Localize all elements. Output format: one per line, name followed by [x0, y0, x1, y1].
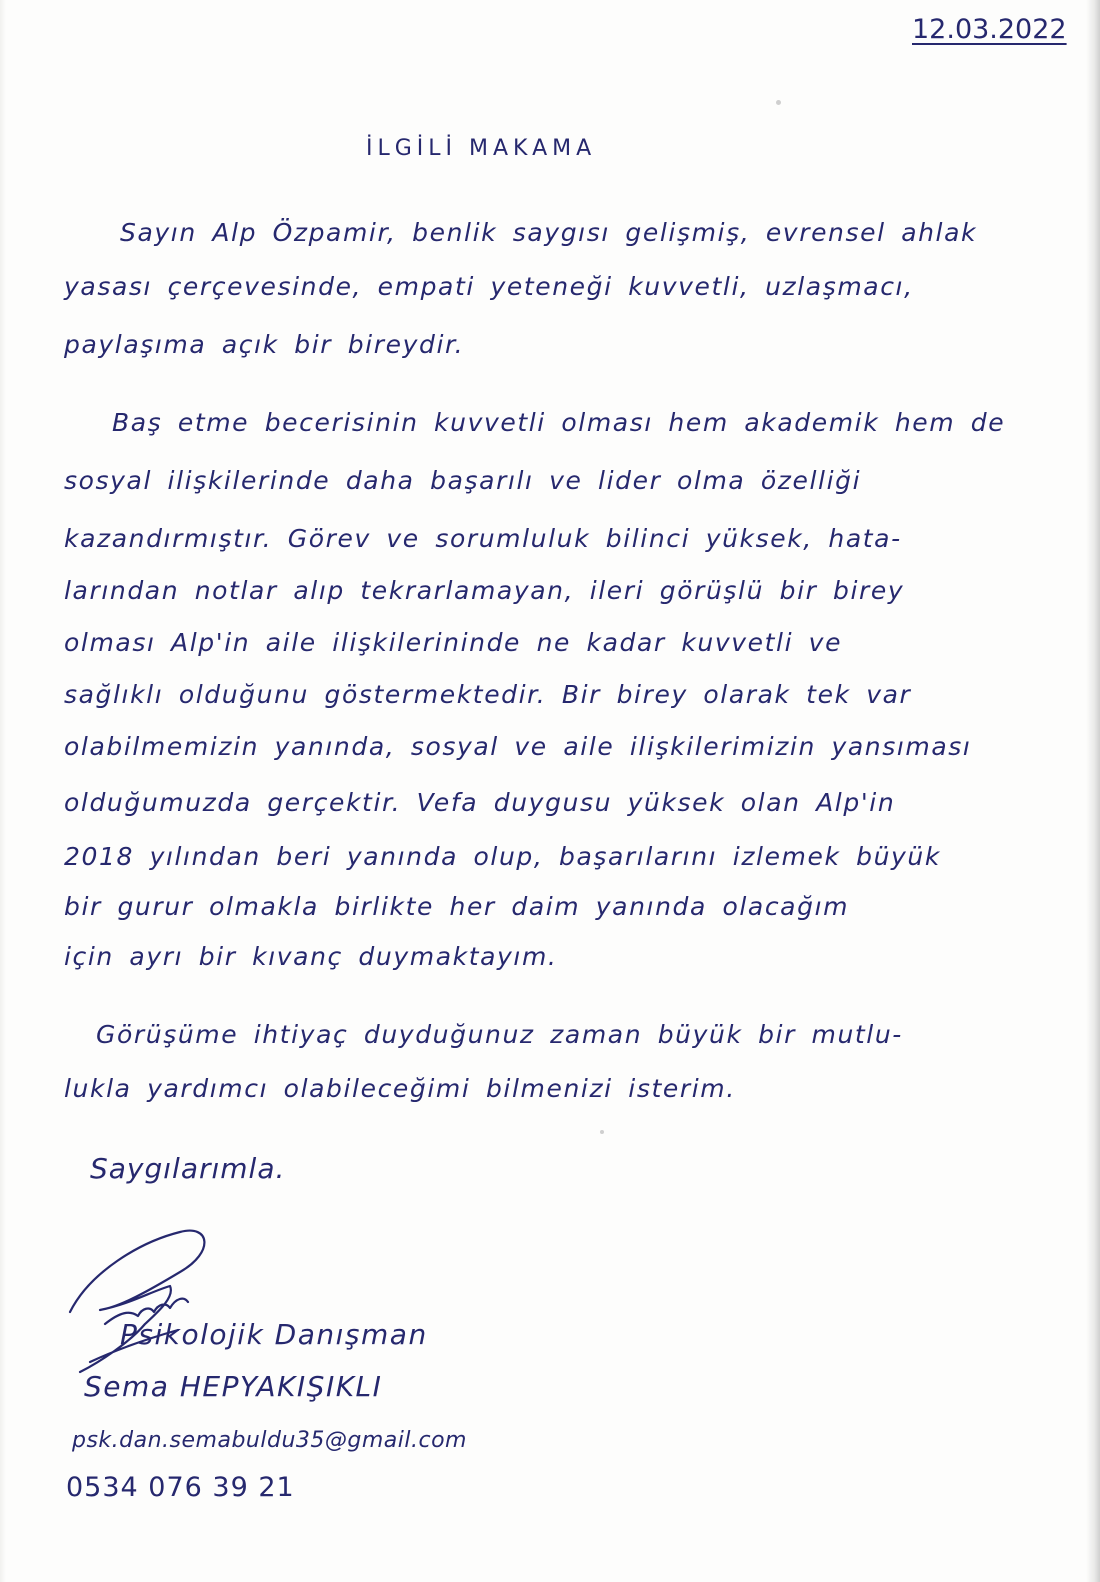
paragraph-3-line-2: lukla yardımcı olabileceğimi bilmenizi isterim.: [64, 1074, 736, 1103]
paragraph-2-line-10: bir gurur olmakla birlikte her daim yanında olacağım: [64, 892, 850, 921]
paper-left-edge-shadow: [0, 0, 6, 1582]
paragraph-2-line-1: Baş etme becerisinin kuvvetli olması hem akademik hem de: [112, 408, 1006, 437]
handwritten-signature: [60, 1212, 230, 1382]
contact-phone: 0534 076 39 21: [66, 1472, 295, 1503]
paragraph-2-line-3: kazandırmıştır. Görev ve sorumluluk bilinci yüksek, hata-: [64, 524, 902, 553]
letter-salutation: İLGİLİ MAKAMA: [366, 136, 597, 161]
contact-email: psk.dan.semabuldu35@gmail.com: [72, 1428, 467, 1453]
signature-name: Sema HEPYAKIŞIKLI: [84, 1370, 383, 1403]
paper-right-edge-shadow: [1086, 0, 1100, 1582]
paragraph-2-line-2: sosyal ilişkilerinde daha başarılı ve lider olma özelliği: [64, 466, 862, 495]
paragraph-2-line-6: sağlıklı olduğunu göstermektedir. Bir birey olarak tek var: [64, 680, 912, 709]
paragraph-2-line-11: için ayrı bir kıvanç duymaktayım.: [64, 942, 558, 971]
paper-speck: [600, 1130, 604, 1134]
paragraph-3-line-1: Görüşüme ihtiyaç duyduğunuz zaman büyük bir mutlu-: [96, 1020, 903, 1049]
letter-date: 12.03.2022: [912, 14, 1067, 45]
paragraph-2-line-9: 2018 yılından beri yanında olup, başarılarını izlemek büyük: [64, 842, 941, 871]
paragraph-2-line-8: olduğumuzda gerçektir. Vefa duygusu yüksek olan Alp'in: [64, 788, 896, 817]
letter-closing: Saygılarımla.: [90, 1152, 286, 1185]
paragraph-2-line-5: olması Alp'in aile ilişkilerininde ne kadar kuvvetli ve: [64, 628, 843, 657]
paragraph-2-line-4: larından notlar alıp tekrarlamayan, ileri görüşlü bir birey: [64, 576, 905, 605]
paragraph-1-line-3: paylaşıma açık bir bireydir.: [64, 330, 465, 359]
paper-speck: [776, 100, 781, 105]
paragraph-1-line-2: yasası çerçevesinde, empati yeteneği kuvvetli, uzlaşmacı,: [64, 272, 914, 301]
paragraph-2-line-7: olabilmemizin yanında, sosyal ve aile ilişkilerimizin yansıması: [64, 732, 972, 761]
paragraph-1-line-1: Sayın Alp Özpamir, benlik saygısı gelişmiş, evrensel ahlak: [120, 218, 978, 247]
signature-title: Psikolojik Danışman: [120, 1318, 428, 1351]
